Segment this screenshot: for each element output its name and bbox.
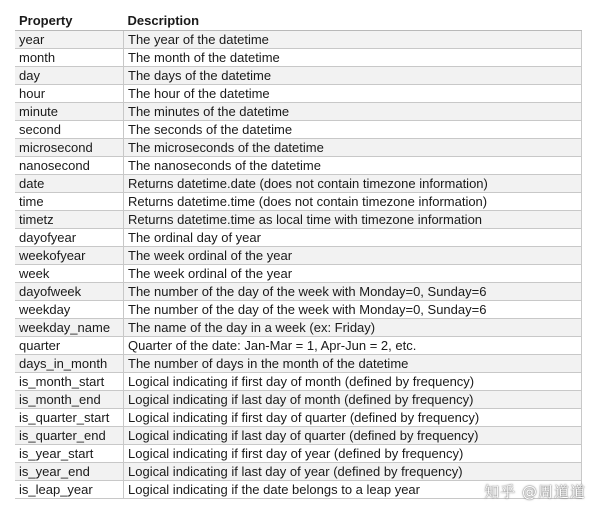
table-row (15, 283, 582, 301)
property-cell: weekofyear (15, 247, 124, 265)
property-cell: is_quarter_end (15, 427, 124, 445)
description-cell: The month of the datetime (124, 49, 582, 67)
property-cell: is_year_end (15, 463, 124, 481)
description-cell: The ordinal day of year (124, 229, 582, 247)
table-body (15, 31, 582, 499)
description-cell: The minutes of the datetime (124, 103, 582, 121)
properties-table-container (15, 11, 582, 499)
description-cell: Logical indicating if first day of quarter (defined by frequency) (124, 409, 582, 427)
properties-table (15, 11, 582, 499)
description-cell: Quarter of the date: Jan-Mar = 1, Apr-Jun = 2, etc. (124, 337, 582, 355)
table-row (15, 139, 582, 157)
table-row (15, 67, 582, 85)
table-row (15, 355, 582, 373)
property-cell: week (15, 265, 124, 283)
table-row (15, 373, 582, 391)
property-cell: date (15, 175, 124, 193)
property-cell: quarter (15, 337, 124, 355)
table-row (15, 121, 582, 139)
description-cell: The seconds of the datetime (124, 121, 582, 139)
property-cell: weekday_name (15, 319, 124, 337)
description-cell: The number of the day of the week with Monday=0, Sunday=6 (124, 283, 582, 301)
table-row (15, 31, 582, 49)
property-cell: hour (15, 85, 124, 103)
property-column-header: Property (15, 11, 124, 31)
property-cell: is_month_end (15, 391, 124, 409)
property-cell: minute (15, 103, 124, 121)
description-cell: The number of days in the month of the datetime (124, 355, 582, 373)
table-row (15, 211, 582, 229)
property-cell: microsecond (15, 139, 124, 157)
table-row (15, 445, 582, 463)
table-row (15, 409, 582, 427)
property-cell: second (15, 121, 124, 139)
table-row (15, 391, 582, 409)
description-cell: Logical indicating if first day of month (defined by frequency) (124, 373, 582, 391)
table-row (15, 247, 582, 265)
description-cell: Logical indicating if first day of year (defined by frequency) (124, 445, 582, 463)
property-cell: is_year_start (15, 445, 124, 463)
description-cell: Logical indicating if last day of year (defined by frequency) (124, 463, 582, 481)
table-row (15, 193, 582, 211)
property-cell: is_quarter_start (15, 409, 124, 427)
description-cell: Logical indicating if the date belongs to a leap year (124, 481, 582, 499)
table-row (15, 337, 582, 355)
table-row (15, 103, 582, 121)
description-cell: The days of the datetime (124, 67, 582, 85)
property-cell: day (15, 67, 124, 85)
table-row (15, 463, 582, 481)
description-cell: Returns datetime.time (does not contain timezone information) (124, 193, 582, 211)
table-row (15, 319, 582, 337)
table-row (15, 301, 582, 319)
description-cell: Logical indicating if last day of quarter (defined by frequency) (124, 427, 582, 445)
table-row (15, 157, 582, 175)
description-column-header: Description (124, 11, 582, 31)
description-cell: The week ordinal of the year (124, 265, 582, 283)
watermark-text: 知乎 @周道道 (484, 483, 586, 501)
table-row (15, 85, 582, 103)
property-cell: days_in_month (15, 355, 124, 373)
property-cell: is_month_start (15, 373, 124, 391)
property-cell: nanosecond (15, 157, 124, 175)
description-cell: Logical indicating if last day of month (defined by frequency) (124, 391, 582, 409)
table-row (15, 229, 582, 247)
description-cell: The name of the day in a week (ex: Friday) (124, 319, 582, 337)
property-cell: timetz (15, 211, 124, 229)
table-header-row (15, 11, 582, 31)
table-row (15, 265, 582, 283)
table-row (15, 175, 582, 193)
description-cell: Returns datetime.date (does not contain timezone information) (124, 175, 582, 193)
property-cell: dayofyear (15, 229, 124, 247)
description-cell: The hour of the datetime (124, 85, 582, 103)
description-cell: The microseconds of the datetime (124, 139, 582, 157)
description-cell: The number of the day of the week with Monday=0, Sunday=6 (124, 301, 582, 319)
description-cell: The week ordinal of the year (124, 247, 582, 265)
property-cell: month (15, 49, 124, 67)
property-cell: year (15, 31, 124, 49)
description-cell: The nanoseconds of the datetime (124, 157, 582, 175)
property-cell: weekday (15, 301, 124, 319)
property-cell: is_leap_year (15, 481, 124, 499)
property-cell: dayofweek (15, 283, 124, 301)
property-cell: time (15, 193, 124, 211)
description-cell: The year of the datetime (124, 31, 582, 49)
table-row (15, 427, 582, 445)
table-row (15, 49, 582, 67)
description-cell: Returns datetime.time as local time with timezone information (124, 211, 582, 229)
